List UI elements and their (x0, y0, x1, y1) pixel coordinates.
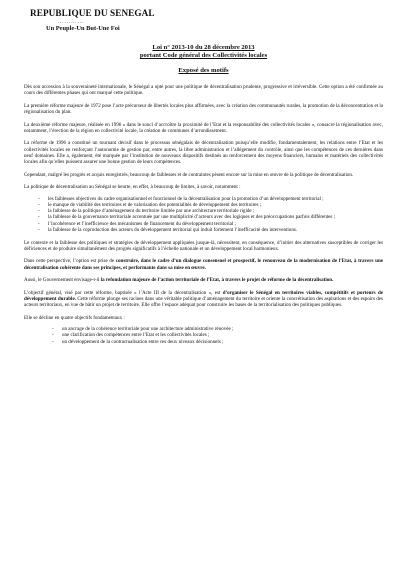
list-item: - la faiblesse de la gouvernance territoriale accentuée par une multiplicité d’acteurs avec des logiques et des préoccupations parfois différentes ; (38, 214, 383, 220)
paragraph-5: Cependant, malgré les progrès et acquis enregistrés, beaucoup de faiblesses et de contraintes pèsent encore sur la mise en œuvre de la politique de décentralisation. (24, 171, 354, 178)
paragraph-7: Le contexte et la faiblesse des politiques et stratégies de développement appliquées jusque-là, nécessitent, en conséquence, d’initier des alternatives susceptibles de corriger les déficiences et de produire simultanément des progrès significatifs à l’échelle nationale et un développement local harmonieux. (24, 239, 383, 252)
paragraph-9 (24, 277, 383, 283)
paragraph-10 (24, 290, 383, 309)
header-dots: ………… (58, 19, 84, 25)
law-title-line-1: Loi n° 2013-10 du 28 décembre 2013 (152, 44, 255, 51)
list-item: - les faiblesses objectives du cadre organisationnel et fonctionnel de la décentralisation pour la promotion d’un développement territorial ; (38, 196, 383, 202)
paragraph-9-emphasis: la refondation majeure de l’action territoriale de l’Etat, à travers le projet de réforme de la décentralisation. (100, 277, 334, 284)
paragraph-10-intro: L’objectif général, visé par cette réforme, baptisée « l’Acte III de la décentralisation », est (24, 289, 223, 296)
list-item: - une clarification des compétences entre l’Etat et les collectivités locales ; (52, 332, 383, 338)
paragraph-4: La réforme de 1996 a constitué un tournant décisif dans le processus sénégalais de décentralisation puisqu’elle modifie, fondamentalement, les relations entre l’Etat et les collectivités locales en renforçant l’autonomie de gestion par, entre autres, la libre administration et l’allègement du contrôle, ainsi que les compétences de ces dernières dans neuf domaines. Elle a, également, été marquée par l’institution de nouveaux dispositifs destinés au renforcement des moyens financiers, humains et matériels des collectivités locales afin qu’elles puissent assurer une bonne gestion de leurs compétences. (24, 140, 383, 166)
objectives-list (24, 326, 383, 345)
paragraph-1: Dès son accession à la souveraineté internationale, le Sénégal a opté pour une politique de décentralisation prudente, progressive et irréversible. Cette option a été confirmée au cours des différentes phases qui ont marqué cette politique. (24, 84, 383, 97)
letterhead (30, 8, 383, 33)
republic-name: REPUBLIQUE DU SENEGAL (30, 8, 155, 18)
paragraph-8-emphasis: construire, dans le cadre d’un dialogue consensuel et prospectif, le renouveau de la modernisation de l’Etat, à travers une décentralisation cohérente dans ses principes, et performante dans sa mise en œuvre. (24, 258, 383, 271)
list-item: - le manque de viabilité des territoires et de valorisation des potentialités de développement des territoires ; (38, 202, 383, 208)
national-motto: Un Peuple-Un But-Une Foi (46, 25, 120, 32)
law-title (24, 44, 383, 60)
paragraph-6: La politique de décentralisation au Sénégal se heurte, en effet, à beaucoup de limites, à savoir, notamment : (24, 184, 241, 191)
list-item: - un ancrage de la cohérence territoriale pour une architecture administrative rénovée ; (52, 326, 383, 332)
list-item: - la faiblesse de la politique d’aménagement du territoire limitée par une architecture territoriale rigide ; (38, 208, 383, 214)
list-item: - l’incohérence et l’inefficience des mécanismes de financement du développement territorial ; (38, 221, 383, 227)
paragraph-9-intro: Aussi, le Gouvernement envisage-t-il (24, 277, 101, 284)
paragraph-8 (24, 258, 383, 271)
list-item: - la faiblesse de la coproduction des acteurs du développement territorial qui induit fortement l’inefficacité des interventions. (38, 227, 383, 233)
limits-list (24, 196, 383, 234)
section-heading: Exposé des motifs (178, 67, 229, 74)
law-title-line-2: portant Code général des Collectivités locales (139, 52, 268, 59)
paragraph-10-rest: Cette réforme plonge ses racines dans une véritable politique d’aménagement du territoire et oriente la concrétisation des aspirations et des espoirs des acteurs territoriaux, en vue de bâtir un projet de territoire. Elle offre l’espace adéquat pour construire les bases de la territorialisation des politiques publiques. (24, 295, 384, 309)
paragraph-8-intro: Dans cette perspective, l’option est prise de (24, 258, 116, 265)
paragraph-11: Elle se décline en quatre objectifs fondamentaux : (24, 314, 125, 321)
paragraph-2: La première réforme majeure de 1972 pose l’acte précurseur de libertés locales plus affirmées, avec la création des communautés rurales, la promotion de la déconcentration et la régionalisation du plan. (24, 102, 383, 116)
list-item: - un développement de la contractualisation entre ces deux niveaux décisionnels ; (52, 339, 383, 345)
paragraph-10-emphasis: d’organiser le Sénégal en territoires viables, compétitifs et porteurs de développement durable. (24, 289, 383, 302)
paragraph-3: La deuxième réforme majeure, réalisée en 1996 « dans le souci d’accroître la proximité de l’Etat et la responsabilité des collectivités locales », consacre la régionalisation avec, notamment, l’érection de la région en collectivité locale, la création de communes d’arrondissement. (24, 121, 383, 134)
